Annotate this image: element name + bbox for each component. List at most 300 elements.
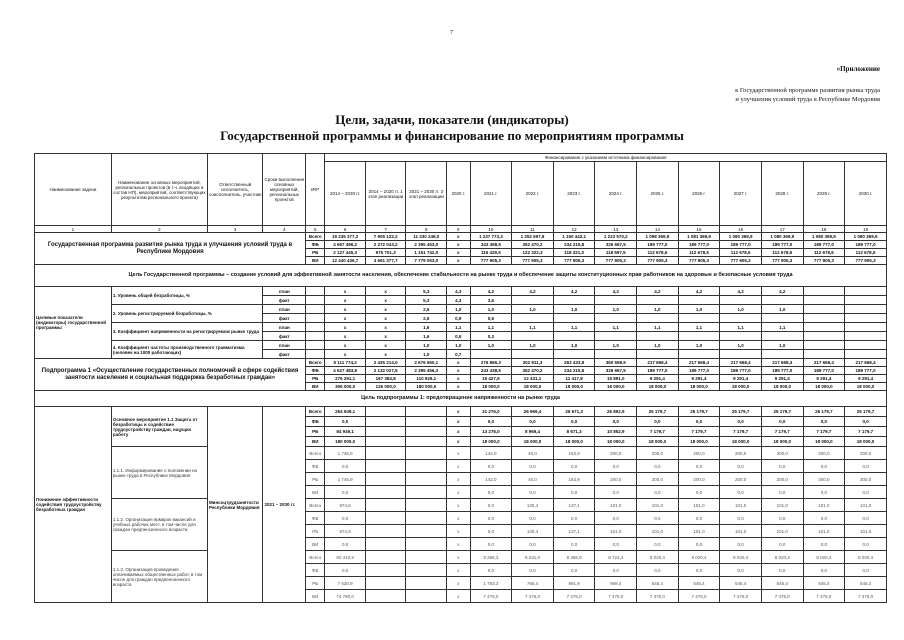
program-goal: Цель Государственной программы – создание условий для эффективной занятости населения, обеспечение стабильности на рынке труда и обеспечение защиты конституционных прав работников на здоровые и безопасные условия труда — [35, 265, 887, 287]
value-cell: 200,0 — [595, 447, 637, 460]
value-cell: 0,0 — [595, 460, 637, 473]
funding-source: РБ — [306, 427, 325, 437]
value-cell: 101,0 — [720, 499, 762, 512]
value-cell: 25 179,7 — [678, 407, 720, 417]
column-number: 5 — [306, 226, 325, 233]
value-cell: 1 080 369,9 — [720, 233, 762, 241]
column-number: 15 — [678, 226, 720, 233]
indicator-name: 2. Уровень регистрируемой безработицы, % — [111, 305, 263, 323]
value-cell: 777 905,3 — [553, 257, 595, 265]
value-cell: х — [365, 323, 406, 332]
value-cell: 1,0 — [637, 305, 679, 314]
value-cell: 200,0 — [720, 473, 762, 486]
value-cell: 25 179,7 — [637, 407, 679, 417]
value-cell: 101,0 — [845, 499, 887, 512]
value-cell — [406, 417, 447, 427]
responsible: Минсоцтрудзанятости Республики Мордовия — [207, 407, 263, 603]
column-number: 16 — [720, 226, 762, 233]
value-cell: 0,0 — [512, 417, 554, 427]
header-source: ИФ* — [306, 154, 325, 226]
empty-cell — [306, 287, 325, 296]
header-year: 2024 г. — [595, 162, 637, 226]
value-cell: 122 322,3 — [512, 249, 554, 257]
funding-source: ВИ — [306, 590, 325, 603]
value-cell: х — [447, 427, 470, 437]
empty-cell — [365, 460, 406, 473]
value-cell: 777 905,3 — [595, 257, 637, 265]
value-cell: х — [447, 375, 470, 383]
empty-cell — [306, 314, 325, 323]
value-cell — [553, 332, 595, 341]
header-period: Сроки выполнения основных мероприятий, региональных проектов — [263, 154, 306, 226]
value-cell: 0,0 — [595, 417, 637, 427]
funding-source: ФБ — [306, 512, 325, 525]
value-cell: 1 081 369,9 — [678, 233, 720, 241]
header-year: 2027 г. — [720, 162, 762, 226]
value-cell: 1,0 — [678, 341, 720, 350]
value-cell: х — [365, 296, 406, 305]
value-cell: 1,1 — [512, 323, 554, 332]
funding-source: Всего — [306, 407, 325, 417]
value-cell: 1,1 — [678, 323, 720, 332]
fact-label: факт — [263, 332, 306, 341]
value-cell: 7 475,0 — [720, 590, 762, 603]
value-cell: 0,0 — [845, 538, 887, 551]
header-events: Наименование основных мероприятий, региональных проектов (в т.ч. входящих в состав НП), мероприятий, соответствующих результатам регионального проекта) — [111, 154, 207, 226]
value-cell: 0,0 — [720, 417, 762, 427]
value-cell: 768,4 — [512, 577, 554, 590]
value-cell: х — [365, 287, 406, 296]
value-cell — [720, 314, 762, 323]
value-cell: 0,0 — [761, 417, 803, 427]
value-cell: х — [365, 332, 406, 341]
value-cell: 1,0 — [761, 305, 803, 314]
table-row — [35, 359, 887, 367]
empty-cell — [306, 341, 325, 350]
value-cell: 1 150 442,1 — [553, 233, 595, 241]
value-cell: 18 000,0 — [720, 383, 762, 391]
value-cell: х — [447, 499, 470, 512]
value-cell: 112 678,6 — [720, 249, 762, 257]
page-title — [0, 112, 904, 144]
empty-cell — [845, 323, 887, 332]
funding-source: ФБ — [306, 564, 325, 577]
value-cell: 545,4 — [845, 577, 887, 590]
empty-cell — [365, 512, 406, 525]
header-year: 2028 г. — [761, 162, 803, 226]
value-cell: 0,0 — [720, 512, 762, 525]
value-cell: 101,0 — [720, 525, 762, 538]
value-cell: х — [447, 564, 470, 577]
value-cell: 1,1 — [720, 323, 762, 332]
table-row — [35, 226, 887, 233]
value-cell: 7 475,0 — [761, 590, 803, 603]
empty-cell — [365, 525, 406, 538]
funding-source: РБ — [306, 525, 325, 538]
value-cell: 101,0 — [761, 525, 803, 538]
value-cell — [512, 332, 554, 341]
empty-cell — [803, 350, 845, 359]
table-row — [35, 305, 887, 314]
value-cell — [678, 314, 720, 323]
value-cell: 1 098 369,9 — [637, 233, 679, 241]
value-cell: 0,0 — [678, 460, 720, 473]
funding-source: ВИ — [306, 486, 325, 499]
empty-cell — [306, 323, 325, 332]
value-cell: 200,0 — [761, 473, 803, 486]
value-cell: 0,0 — [637, 460, 679, 473]
funding-source: РБ — [306, 375, 325, 383]
value-cell: 9 291,4 — [678, 375, 720, 383]
value-cell: 0,0 — [678, 417, 720, 427]
value-cell: 7 779 053,0 — [406, 257, 447, 265]
value-cell: 974,5 — [325, 499, 366, 512]
value-cell: 777 905,3 — [761, 257, 803, 265]
value-cell: х — [325, 287, 366, 296]
indicator-name: 3. Коэффициент напряженности на регистрируемом рынке труда — [111, 323, 263, 341]
empty-cell — [845, 305, 887, 314]
value-cell: 1 237 773,3 — [470, 233, 512, 241]
value-cell: 1,0 — [553, 305, 595, 314]
value-cell: 974,5 — [325, 525, 366, 538]
value-cell: 7 475,0 — [470, 590, 512, 603]
value-cell: 0,0 — [553, 486, 595, 499]
value-cell: 545,4 — [637, 577, 679, 590]
empty-cell — [406, 512, 447, 525]
value-cell: 200,0 — [803, 447, 845, 460]
value-cell: 7 179,7 — [720, 427, 762, 437]
value-cell: 8 020,4 — [720, 551, 762, 564]
value-cell: 0,0 — [470, 486, 512, 499]
value-cell: 1,0 — [470, 341, 512, 350]
table-row — [35, 233, 887, 241]
value-cell: 8 969,4 — [512, 427, 554, 437]
value-cell: 18 000,0 — [470, 437, 512, 447]
value-cell: 0,0 — [761, 486, 803, 499]
value-cell: 200,0 — [761, 447, 803, 460]
empty-cell — [365, 499, 406, 512]
empty-cell — [365, 473, 406, 486]
value-cell: 0,0 — [803, 538, 845, 551]
empty-cell — [845, 350, 887, 359]
value-cell: х — [365, 341, 406, 350]
period: 2021 – 2030 гг. — [263, 407, 306, 603]
value-cell: 8 466,9 — [553, 551, 595, 564]
value-cell: 200,0 — [720, 447, 762, 460]
value-cell: 8 231,0 — [512, 551, 554, 564]
value-cell: 0,0 — [761, 564, 803, 577]
value-cell: 0,0 — [720, 460, 762, 473]
empty-cell — [406, 473, 447, 486]
value-cell: 18 000,0 — [595, 383, 637, 391]
empty-cell — [406, 577, 447, 590]
value-cell: 1,0 — [595, 305, 637, 314]
value-cell: 0,0 — [720, 486, 762, 499]
column-number: 18 — [803, 226, 845, 233]
value-cell: 7 475,0 — [637, 590, 679, 603]
value-cell: х — [447, 257, 470, 265]
value-cell: х — [447, 512, 470, 525]
table-row — [35, 391, 887, 407]
value-cell — [553, 350, 595, 359]
value-cell — [720, 296, 762, 305]
value-cell: 4,3 — [447, 287, 470, 296]
value-cell: 112 678,6 — [637, 249, 679, 257]
value-cell: 189 777,0 — [803, 367, 845, 375]
value-cell: 0,0 — [845, 460, 887, 473]
value-cell: 101,0 — [637, 499, 679, 512]
value-cell — [406, 407, 447, 417]
table-row — [35, 154, 887, 162]
value-cell: 9 291,4 — [803, 375, 845, 383]
value-cell: 0,0 — [325, 512, 366, 525]
value-cell — [678, 332, 720, 341]
value-cell: 0,0 — [678, 564, 720, 577]
value-cell: х — [325, 332, 366, 341]
value-cell — [470, 350, 512, 359]
value-cell: 0,0 — [470, 460, 512, 473]
value-cell: 0,0 — [803, 460, 845, 473]
funding-source: ВИ — [306, 437, 325, 447]
value-cell: 10 852,9 — [595, 427, 637, 437]
title-line-1: Цели, задачи, показатели (индикаторы) — [335, 112, 569, 127]
header-task: Наименование задачи — [35, 154, 112, 226]
column-number: 6 — [325, 226, 366, 233]
value-cell — [595, 350, 637, 359]
subprogram-name: Подпрограмма 1 «Осуществление государственных полномочий в сфере содействия занятости населения и социальная поддержка безработных граждан» — [35, 359, 306, 391]
value-cell: 189 777,0 — [637, 367, 679, 375]
value-cell — [761, 350, 803, 359]
funding-source: ФБ — [306, 241, 325, 249]
value-cell: х — [447, 460, 470, 473]
activity-name: 1.1.3. Организация проведения оплачиваемых общественных работ, в том числе для граждан предпенсионного возраста — [111, 551, 207, 603]
value-cell: 1 745,9 — [325, 447, 366, 460]
value-cell: 0,0 — [470, 417, 512, 427]
value-cell: 0,7 — [447, 350, 470, 359]
value-cell: 7 475,0 — [595, 590, 637, 603]
value-cell: 1,0 — [595, 341, 637, 350]
value-cell — [365, 417, 406, 427]
value-cell: 18 000,0 — [512, 437, 554, 447]
empty-cell — [406, 499, 447, 512]
value-cell: 0,0 — [470, 525, 512, 538]
value-cell: 0,0 — [761, 460, 803, 473]
header-year: 2020 г. — [447, 162, 470, 226]
value-cell: 4,2 — [678, 287, 720, 296]
value-cell: х — [447, 486, 470, 499]
value-cell: 0,0 — [720, 564, 762, 577]
empty-cell — [306, 332, 325, 341]
value-cell: 0,0 — [720, 538, 762, 551]
value-cell: 1,1 — [470, 323, 512, 332]
column-number: 9 — [447, 226, 470, 233]
value-cell: 18 000,0 — [637, 437, 679, 447]
empty-cell — [845, 341, 887, 350]
value-cell: 1 745,9 — [325, 473, 366, 486]
table-row — [35, 447, 887, 460]
value-cell: 1,0 — [406, 341, 447, 350]
value-cell: 4 527 483,8 — [325, 367, 366, 375]
value-cell: 7 905 122,2 — [365, 233, 406, 241]
empty-cell — [803, 287, 845, 296]
value-cell: 8 722,4 — [595, 551, 637, 564]
value-cell: 18 000,0 — [803, 383, 845, 391]
value-cell: 2 395 456,3 — [406, 367, 447, 375]
column-number: 11 — [512, 226, 554, 233]
empty-cell — [803, 341, 845, 350]
subprogram-goal: Цель подпрограммы 1: предотвращение напряженности на рынке труда — [35, 391, 887, 407]
empty-cell — [306, 305, 325, 314]
empty-cell — [845, 287, 887, 296]
value-cell: 18 000,0 — [678, 437, 720, 447]
value-cell: 0,0 — [512, 538, 554, 551]
value-cell: 0,0 — [637, 512, 679, 525]
value-cell: х — [365, 350, 406, 359]
value-cell: 276 291,1 — [325, 375, 366, 383]
empty-cell — [365, 590, 406, 603]
value-cell: 1 080 369,9 — [845, 233, 887, 241]
value-cell — [512, 350, 554, 359]
value-cell: 0,0 — [325, 538, 366, 551]
column-number: 4 — [263, 226, 306, 233]
value-cell: 167 384,8 — [365, 375, 406, 383]
value-cell: 360 558,9 — [595, 359, 637, 367]
value-cell: 19 235 377,2 — [325, 233, 366, 241]
value-cell: 8 020,4 — [845, 551, 887, 564]
value-cell: х — [325, 296, 366, 305]
value-cell: 4 661 377,7 — [365, 257, 406, 265]
value-cell: 4,2 — [720, 287, 762, 296]
value-cell: 118 321,0 — [553, 249, 595, 257]
value-cell: 0,0 — [637, 538, 679, 551]
value-cell: х — [447, 241, 470, 249]
header-responsible: Ответственный исполнитель, соисполнитель, участник — [207, 154, 263, 226]
value-cell: 126 000,0 — [365, 383, 406, 391]
value-cell: х — [447, 525, 470, 538]
value-cell: 12 440 436,7 — [325, 257, 366, 265]
value-cell: 200,0 — [803, 473, 845, 486]
value-cell: 137,1 — [553, 499, 595, 512]
value-cell: 0,0 — [637, 564, 679, 577]
value-cell — [637, 350, 679, 359]
value-cell: х — [447, 577, 470, 590]
value-cell: 189 777,0 — [845, 241, 887, 249]
value-cell: 2 676 560,1 — [406, 359, 447, 367]
value-cell: 9 291,4 — [637, 375, 679, 383]
value-cell: 1,1 — [595, 323, 637, 332]
value-cell — [406, 437, 447, 447]
value-cell — [512, 296, 554, 305]
value-cell: х — [447, 417, 470, 427]
value-cell: 1,0 — [447, 305, 470, 314]
value-cell: 343 458,5 — [470, 241, 512, 249]
value-cell: 8 020,4 — [637, 551, 679, 564]
value-cell: 7 179,7 — [637, 427, 679, 437]
value-cell: 1,0 — [553, 341, 595, 350]
value-cell: 777 905,3 — [720, 257, 762, 265]
value-cell: х — [447, 249, 470, 257]
value-cell: 0,0 — [470, 499, 512, 512]
value-cell: 0,0 — [595, 564, 637, 577]
value-cell — [365, 437, 406, 447]
value-cell: 1 252 697,8 — [512, 233, 554, 241]
column-number: 1 — [35, 226, 112, 233]
value-cell: 5,3 — [406, 287, 447, 296]
value-cell: 217 668,4 — [720, 359, 762, 367]
value-cell: 5,3 — [406, 296, 447, 305]
value-cell — [637, 296, 679, 305]
value-cell: 0,0 — [595, 512, 637, 525]
value-cell: 18 000,0 — [845, 383, 887, 391]
value-cell: 7 475,0 — [803, 590, 845, 603]
column-number: 2 — [111, 226, 207, 233]
value-cell: 4,2 — [553, 287, 595, 296]
value-cell: 326 667,5 — [595, 367, 637, 375]
header-year: 2030 г. — [845, 162, 887, 226]
value-cell: 101,0 — [803, 525, 845, 538]
value-cell: 200,0 — [678, 473, 720, 486]
value-cell: 234 215,8 — [553, 241, 595, 249]
value-cell: 0,3 — [470, 332, 512, 341]
header-year: 2026 г. — [678, 162, 720, 226]
value-cell — [637, 314, 679, 323]
value-cell — [512, 314, 554, 323]
value-cell: 1 223 570,2 — [595, 233, 637, 241]
value-cell: 777 905,3 — [512, 257, 554, 265]
value-cell: 1,0 — [678, 305, 720, 314]
empty-cell — [406, 590, 447, 603]
value-cell: 263 433,8 — [553, 359, 595, 367]
plan-label: план — [263, 287, 306, 296]
activity-name: 1.1.2. Организация ярмарок вакансий и учебных рабочих мест, в том числе для граждан предпенсионного возраста — [111, 499, 207, 551]
value-cell: 0,0 — [325, 417, 366, 427]
value-cell: х — [447, 383, 470, 391]
value-cell: 101,0 — [637, 525, 679, 538]
table-row — [35, 341, 887, 350]
value-cell: х — [447, 233, 470, 241]
value-cell: 0,0 — [803, 417, 845, 427]
value-cell: 200,0 — [845, 447, 887, 460]
value-cell: 200,0 — [845, 473, 887, 486]
value-cell: 352 470,2 — [512, 241, 554, 249]
value-cell: х — [447, 367, 470, 375]
value-cell: 0,0 — [553, 564, 595, 577]
column-number: 8 — [406, 226, 447, 233]
empty-cell — [365, 551, 406, 564]
value-cell: 31 276,0 — [470, 407, 512, 417]
empty-cell — [803, 305, 845, 314]
fact-label: факт — [263, 350, 306, 359]
value-cell: 26 969,4 — [512, 407, 554, 417]
value-cell: 0,0 — [470, 512, 512, 525]
empty-cell — [406, 460, 447, 473]
value-cell: 969,4 — [595, 577, 637, 590]
column-number: 10 — [470, 226, 512, 233]
value-cell: 7 179,7 — [761, 427, 803, 437]
value-cell: 8 020,4 — [678, 551, 720, 564]
empty-cell — [365, 538, 406, 551]
appendix-label: «Приложение — [836, 65, 880, 73]
activity-name: 1.1.1. Информирование о положении на рынке труда в Республике Мордовия — [111, 447, 207, 499]
header-year: 2014 – 2030 гг. — [325, 162, 366, 226]
table-row — [35, 265, 887, 287]
empty-cell — [406, 486, 447, 499]
value-cell: 12 431,1 — [512, 375, 554, 383]
empty-cell — [365, 577, 406, 590]
value-cell: 1,6 — [406, 323, 447, 332]
value-cell: 2 127 445,3 — [325, 249, 366, 257]
empty-cell — [306, 350, 325, 359]
